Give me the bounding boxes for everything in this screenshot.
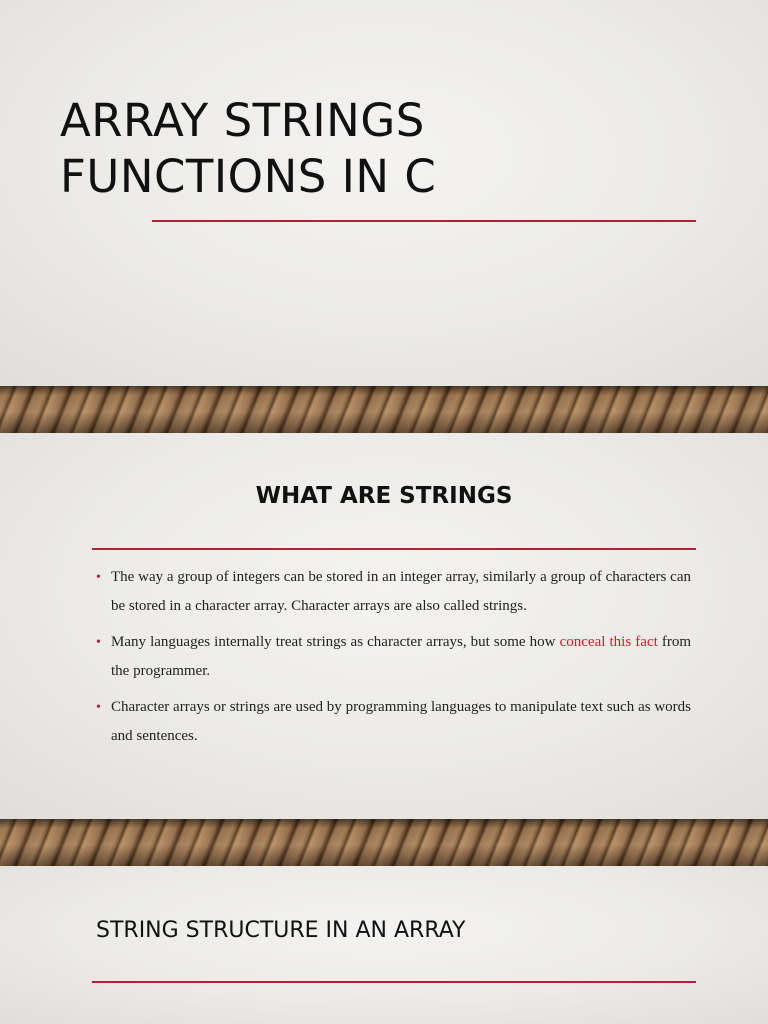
wood-floor-divider — [0, 386, 768, 433]
slide-string-structure — [0, 866, 768, 1024]
bullet-text: The way a group of integers can be stored in an integer array, similarly a group of characters can be stored in a character array. Character arrays are also called strings. — [111, 569, 691, 614]
title-line-2: FUNCTIONS IN C — [60, 150, 437, 203]
heading-divider — [92, 981, 696, 983]
bullet-text: from the programmer. — [111, 634, 691, 679]
heading-divider — [92, 548, 696, 550]
bullet-text: Many languages internally treat strings as character arrays, but some how — [111, 634, 560, 650]
slide-heading: WHAT ARE STRINGS — [255, 483, 513, 509]
slide-title — [0, 0, 768, 386]
bullet-icon: • — [96, 635, 101, 650]
presentation-title — [60, 93, 436, 205]
bullet-text: Character arrays or strings are used by programming languages to manipulate text such as words and sentences. — [111, 699, 691, 744]
slide-what-are-strings — [0, 433, 768, 819]
bullet-icon: • — [96, 570, 101, 585]
title-line-1: ARRAY STRINGS — [60, 94, 425, 147]
wood-floor-divider — [0, 819, 768, 866]
highlighted-text: conceal this fact — [559, 634, 658, 650]
bullet-icon: • — [96, 700, 101, 715]
title-divider — [152, 220, 696, 222]
bullet-item — [96, 693, 691, 751]
bullet-item — [96, 628, 691, 686]
bullet-list — [96, 563, 691, 758]
slide-heading: STRING STRUCTURE IN AN ARRAY — [96, 918, 466, 943]
bullet-item — [96, 563, 691, 621]
